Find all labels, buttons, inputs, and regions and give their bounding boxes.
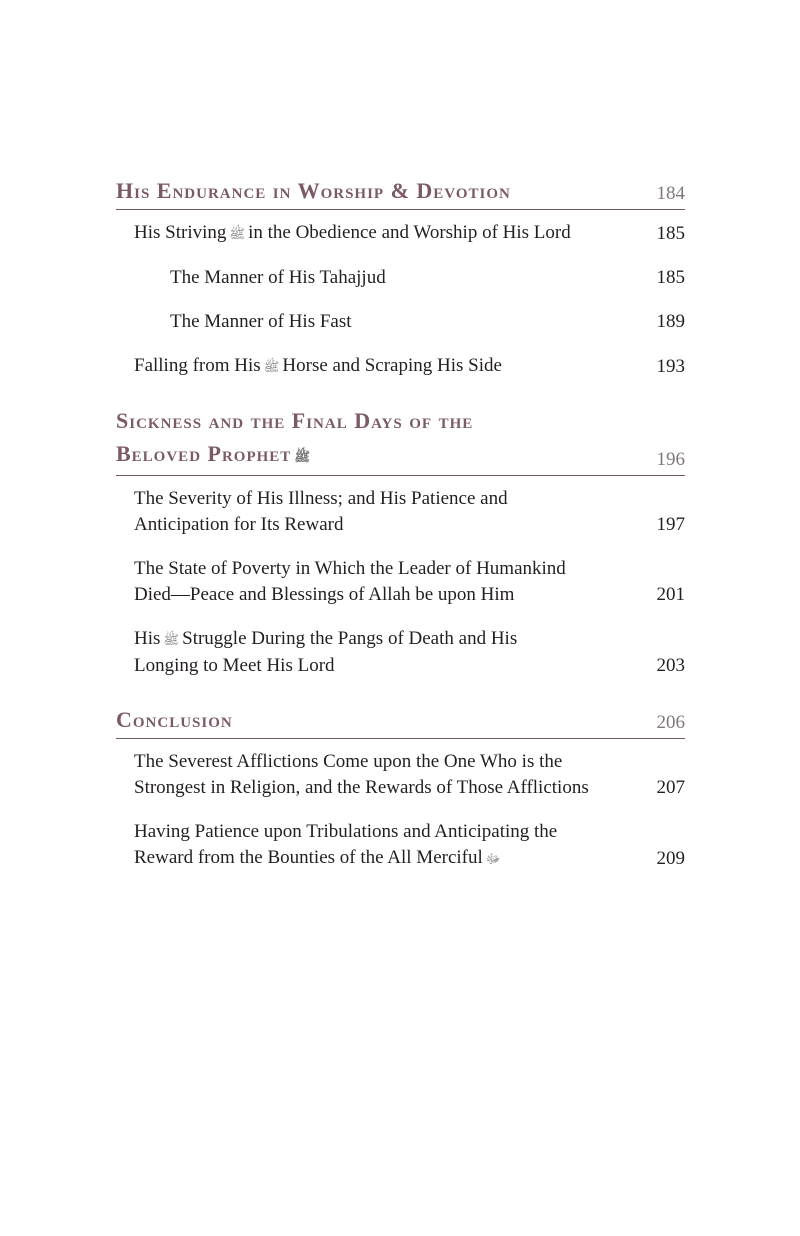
toc-entry [116, 265, 685, 291]
entry-page-number: 185 [656, 223, 685, 244]
entry-title: His Striving ﷺ in the Obedience and Worship of His Lord [134, 222, 571, 243]
entry-title: The State of Poverty in Which the Leader of Humankind Died—Peace and Blessings of Allah be upon Him [134, 558, 566, 605]
entry-title: The Severest Afflictions Come upon the One Who is the Strongest in Religion, and the Rewards of Those Afflictions [134, 751, 589, 798]
entry-page-number: 185 [656, 267, 685, 288]
section-heading [116, 174, 685, 210]
toc-entry [116, 819, 685, 872]
entry-page-number: 189 [656, 311, 685, 332]
toc-section [116, 404, 685, 679]
toc-section [116, 174, 685, 380]
toc-entry [116, 353, 685, 380]
honorific-glyph: ﷺ [294, 449, 311, 464]
section-title: Conclusion [116, 707, 233, 732]
toc-entry [116, 556, 685, 608]
section-title: Sickness and the Final Days of the Beloved Prophet ﷺ [116, 408, 474, 466]
entry-page-number: 209 [656, 848, 685, 869]
entry-title: Having Patience upon Tribulations and Anticipating the Reward from the Bounties of the All Merciful ﷻ [134, 821, 558, 868]
table-of-contents [116, 174, 685, 896]
entry-page-number: 207 [656, 777, 685, 798]
entry-title: The Manner of His Tahajjud [170, 267, 386, 288]
entry-page-number: 201 [656, 584, 685, 605]
toc-section [116, 703, 685, 872]
toc-entry [116, 220, 685, 247]
toc-entry [116, 486, 685, 538]
toc-entry [116, 626, 685, 679]
entry-title: Falling from His ﷺ Horse and Scraping His Side [134, 355, 502, 376]
entry-title: The Severity of His Illness; and His Patience and Anticipation for Its Reward [134, 488, 508, 535]
section-page-number: 206 [656, 712, 685, 733]
section-heading [116, 404, 685, 476]
section-title: His Endurance in Worship & Devotion [116, 178, 511, 203]
honorific-glyph: ﷺ [263, 359, 280, 374]
entry-page-number: 193 [656, 356, 685, 377]
entry-page-number: 197 [656, 514, 685, 535]
honorific-glyph: ﷺ [163, 632, 180, 647]
entry-title: The Manner of His Fast [170, 311, 352, 332]
honorific-glyph: ﷻ [485, 851, 501, 866]
toc-entry [116, 749, 685, 801]
honorific-glyph: ﷺ [229, 226, 246, 241]
entry-page-number: 203 [656, 655, 685, 676]
section-page-number: 184 [656, 183, 685, 204]
section-heading [116, 703, 685, 739]
entry-title: His ﷺ Struggle During the Pangs of Death and His Longing to Meet His Lord [134, 628, 518, 676]
toc-entry [116, 309, 685, 335]
section-page-number: 196 [656, 449, 685, 470]
